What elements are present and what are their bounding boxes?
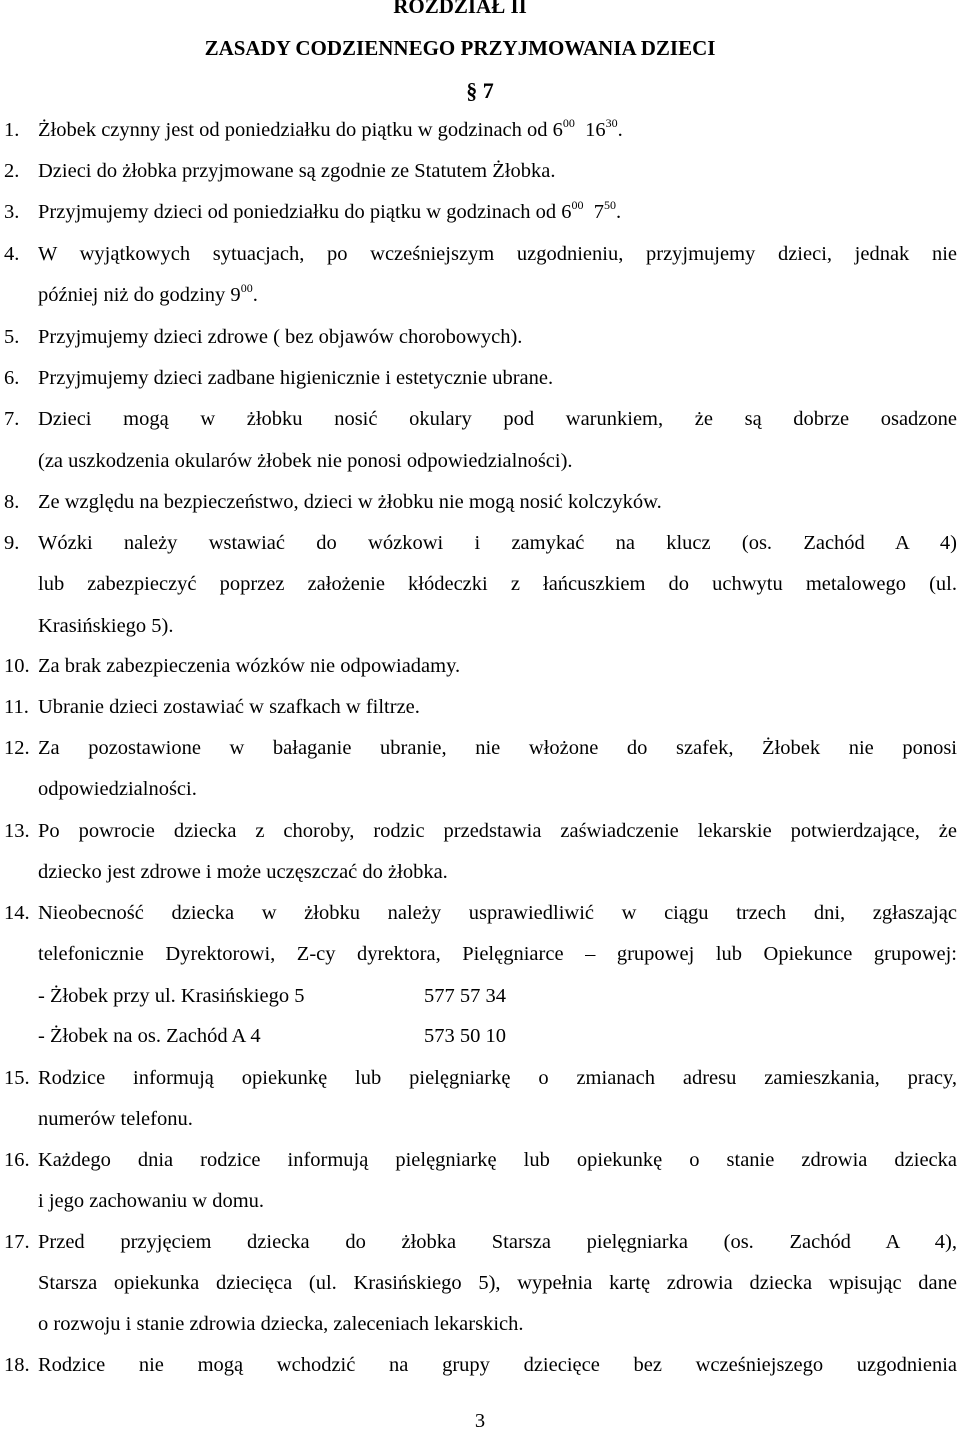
list-item: Każdego dnia rodzice informują pielęgniarkę lub opiekunkę o stanie zdrowia dziecka xyxy=(38,1149,957,1171)
item-text: . xyxy=(252,284,258,306)
list-item: Po powrocie dziecka z choroby, rodzic przedstawia zaświadczenie lekarskie potwierdzające, że xyxy=(38,820,957,842)
list-item: Dzieci mogą w żłobku nosić okulary pod warunkiem, że są dobrze osadzone xyxy=(38,408,957,430)
item-number: 13. xyxy=(4,820,30,842)
list-item-continuation: (za uszkodzenia okularów żłobek nie ponosi odpowiedzialności). xyxy=(38,450,573,472)
list-item xyxy=(38,116,957,142)
list-item-continuation: o rozwoju i stanie zdrowia dziecka, zaleceniach lekarskich. xyxy=(38,1313,524,1335)
time-sup: 00 xyxy=(571,198,584,212)
list-item-continuation: dziecko jest zdrowe i może uczęszczać do żłobka. xyxy=(38,861,448,883)
item-number: 11. xyxy=(4,696,29,718)
list-item-continuation: numerów telefonu. xyxy=(38,1108,193,1130)
item-text: 7 xyxy=(583,201,604,223)
contact-label: - Żłobek przy ul. Krasińskiego 5 xyxy=(38,985,305,1007)
list-item: Wózki należy wstawiać do wózkowi i zamykać na klucz (os. Zachód A 4) xyxy=(38,532,957,554)
contact-line xyxy=(38,1025,957,1048)
item-text: Żłobek czynny jest od poniedziałku do piątku w godzinach od 6 xyxy=(38,119,563,141)
contact-label: - Żłobek na os. Zachód A 4 xyxy=(38,1025,261,1047)
item-number: 9. xyxy=(4,532,20,554)
list-item: Rodzice informują opiekunkę lub pielęgniarkę o zmianach adresu zamieszkania, pracy, xyxy=(38,1067,957,1089)
item-number: 17. xyxy=(4,1231,30,1253)
list-item-continuation: Krasińskiego 5). xyxy=(38,615,174,637)
list-item: Przyjmujemy dzieci zadbane higienicznie i estetycznie ubrane. xyxy=(38,367,554,389)
list-item: Nieobecność dziecka w żłobku należy usprawiedliwić w ciągu trzech dni, zgłaszając xyxy=(38,902,957,924)
list-item: W wyjątkowych sytuacjach, po wcześniejszym uzgodnieniu, przyjmujemy dzieci, jednak nie xyxy=(38,243,957,265)
item-number: 6. xyxy=(4,367,20,389)
list-item-continuation: lub zabezpieczyć poprzez założenie kłódeczki z łańcuszkiem do uchwytu metalowego (ul. xyxy=(38,573,957,595)
item-number: 3. xyxy=(4,201,20,223)
item-text: . xyxy=(615,201,622,223)
item-number: 10. xyxy=(4,655,30,677)
paragraph-heading: § 7 xyxy=(466,78,494,103)
list-item: Przed przyjęciem dziecka do żłobka Starsza pielęgniarka (os. Zachód A 4), xyxy=(38,1231,957,1253)
list-item xyxy=(38,198,957,224)
item-text: Przyjmujemy dzieci od poniedziałku do piątku w godzinach od 6 xyxy=(38,201,572,223)
item-number: 4. xyxy=(4,243,20,265)
list-item-continuation xyxy=(38,281,957,307)
time-sup: 30 xyxy=(605,116,618,130)
contact-line xyxy=(38,985,957,1008)
list-item: Za brak zabezpieczenia wózków nie odpowiadamy. xyxy=(38,655,461,677)
item-number: 15. xyxy=(4,1067,30,1089)
item-number: 8. xyxy=(4,491,20,513)
item-number: 5. xyxy=(4,326,20,348)
time-sup: 00 xyxy=(240,281,253,295)
contact-phone: 573 50 10 xyxy=(424,1025,506,1047)
item-number: 2. xyxy=(4,160,20,182)
item-text: 16 xyxy=(574,119,606,141)
list-item-continuation: odpowiedzialności. xyxy=(38,778,197,800)
item-text: . xyxy=(617,119,623,141)
chapter-heading: ROZDZIAŁ II xyxy=(393,0,527,18)
list-item: Za pozostawione w bałaganie ubranie, nie włożone do szafek, Żłobek nie ponosi xyxy=(38,737,957,759)
time-sup: 50 xyxy=(603,198,616,212)
list-item-continuation: i jego zachowaniu w domu. xyxy=(38,1190,265,1212)
item-number: 1. xyxy=(4,119,20,141)
contact-phone: 577 57 34 xyxy=(424,985,506,1007)
page-number: 3 xyxy=(474,1410,486,1432)
list-item: Dzieci do żłobka przyjmowane są zgodnie ze Statutem Żłobka. xyxy=(38,160,556,182)
list-item: Przyjmujemy dzieci zdrowe ( bez objawów chorobowych). xyxy=(38,326,523,348)
list-item: Ubranie dzieci zostawiać w szafkach w filtrze. xyxy=(38,696,420,718)
list-item-continuation: Starsza opiekunka dziecięca (ul. Krasińskiego 5), wypełnia kartę zdrowia dziecka wpisując dane xyxy=(38,1272,957,1294)
item-number: 7. xyxy=(4,408,20,430)
list-item: Ze względu na bezpieczeństwo, dzieci w żłobku nie mogą nosić kolczyków. xyxy=(38,491,662,513)
list-item-continuation: telefonicznie Dyrektorowi, Z-cy dyrektora, Pielęgniarce – grupowej lub Opiekunce grupowej: xyxy=(38,943,957,965)
time-sup: 00 xyxy=(562,116,575,130)
list-item: Rodzice nie mogą wchodzić na grupy dziecięce bez wcześniejszego uzgodnienia xyxy=(38,1354,957,1376)
chapter-title: ZASADY CODZIENNEGO PRZYJMOWANIA DZIECI xyxy=(204,36,716,60)
item-number: 18. xyxy=(4,1354,30,1376)
item-number: 12. xyxy=(4,737,30,759)
item-number: 14. xyxy=(4,902,30,924)
item-number: 16. xyxy=(4,1149,30,1171)
item-text: później niż do godziny 9 xyxy=(38,284,241,306)
